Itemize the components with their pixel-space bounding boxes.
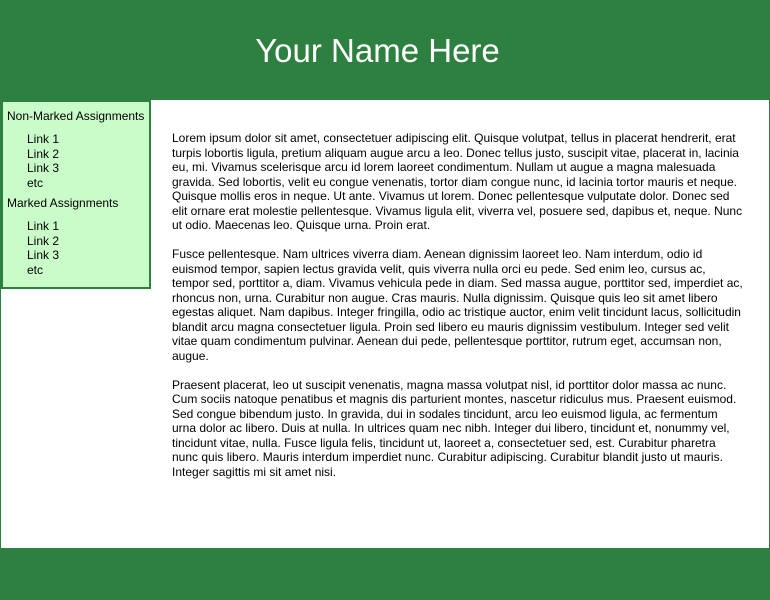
main-content <box>172 131 744 494</box>
sidebar-link-non-marked-2[interactable] <box>27 147 149 162</box>
sidebar-link-non-marked-etc[interactable] <box>27 176 149 191</box>
link-label[interactable]: Link 3 <box>27 248 60 262</box>
sidebar-link-non-marked-3[interactable] <box>27 161 149 176</box>
sidebar-link-marked-1[interactable] <box>27 219 149 234</box>
sidebar-heading-marked: Marked Assignments <box>7 196 119 210</box>
link-label[interactable]: Link 2 <box>27 146 60 161</box>
content-paragraph: Fusce pellentesque. Nam ultrices viverra diam. Aenean dignissim laoreet leo. Nam interdum, odio id euismod tempor, sapien lectus gravida velit, quis viverra nulla orci eu pede. Sed enim leo, cursus ac, tempor sed, porttitor a, diam. Vivamus vehicula pede in diam. Sed massa augue, porttitor sed, imperdiet ac, rhoncus non, urna. Curabitur non augue. Cras mauris. Nulla dignissim. Quisque quis leo sit amet libero egestas aliquet. Nam dapibus. Integer fringilla, odio ac tristique auctor, enim velit tincidunt lacus, sollicitudin blandit arcu magna consectetuer ligula. Proin sed libero eu mauris dignissim vestibulum. Integer sed velit vitae quam condimentum pulvinar. Aenean dui pede, pellentesque porttitor, rutrum eget, accumsan non, augue. <box>172 247 743 363</box>
link-label[interactable]: Link 3 <box>27 161 60 175</box>
sidebar-nav <box>1 100 151 289</box>
header-banner <box>0 0 770 100</box>
marked-links <box>3 219 149 277</box>
sidebar-link-marked-2[interactable] <box>27 234 149 249</box>
link-label[interactable]: Link 2 <box>27 233 60 248</box>
link-label[interactable]: etc <box>27 262 44 277</box>
link-label[interactable]: Link 1 <box>27 219 60 233</box>
link-label[interactable]: etc <box>27 175 44 190</box>
sidebar-link-marked-3[interactable] <box>27 248 149 263</box>
sidebar-heading-non-marked: Non-Marked Assignments <box>7 109 145 123</box>
sidebar-link-marked-etc[interactable] <box>27 263 149 278</box>
content-paragraph: Lorem ipsum dolor sit amet, consectetuer adipiscing elit. Quisque volutpat, tellus in placerat hendrerit, erat turpis lobortis ligula, pretium aliquam augue arcu a leo. Donec tellus justo, suscipit vitae, placerat in, lacinia eu, mi. Vivamus scelerisque arcu id lorem laoreet condimentum. Nullam ut augue a magna malesuada gravida. Sed lobortis, velit eu congue venenatis, tortor diam congue nunc, id lacinia tortor mauris et neque. Quisque mollis eros in neque. Ut ante. Vivamus ut lorem. Donec pellentesque vulputate dolor. Donec sed elit ornare erat molestie pellentesque. Vivamus ligula elit, viverra vel, posuere sed, dapibus et, neque. Nunc ut odio. Maecenas leo. Quisque urna. Proin erat. <box>172 131 743 232</box>
footer-bar <box>0 548 770 600</box>
site-title: Your Name Here <box>255 32 500 69</box>
sidebar-link-non-marked-1[interactable] <box>27 132 149 147</box>
non-marked-links <box>3 132 149 190</box>
page-body <box>1 100 769 548</box>
content-paragraph: Praesent placerat, leo ut suscipit venenatis, magna massa volutpat nisl, id porttitor dolor massa ac nunc. Cum sociis natoque penatibus et magnis dis parturient montes, nascetur ridiculus mus. Praesent euismod. Sed congue bibendum justo. In gravida, dui in sodales tincidunt, arcu leo euismod ligula, ac fermentum urna dolor ac libero. Duis at nulla. In ultrices quam nec nibh. Integer dui libero, tincidunt et, nonummy vel, tincidunt vitae, nulla. Fusce ligula felis, tincidunt ut, laoreet a, consectetuer sed, est. Curabitur pharetra nunc quis libero. Mauris interdum imperdiet nunc. Curabitur adipiscing. Curabitur blandit justo ut mauris. Integer sagittis mi sit amet nisi. <box>172 377 737 479</box>
link-label[interactable]: Link 1 <box>27 132 60 146</box>
